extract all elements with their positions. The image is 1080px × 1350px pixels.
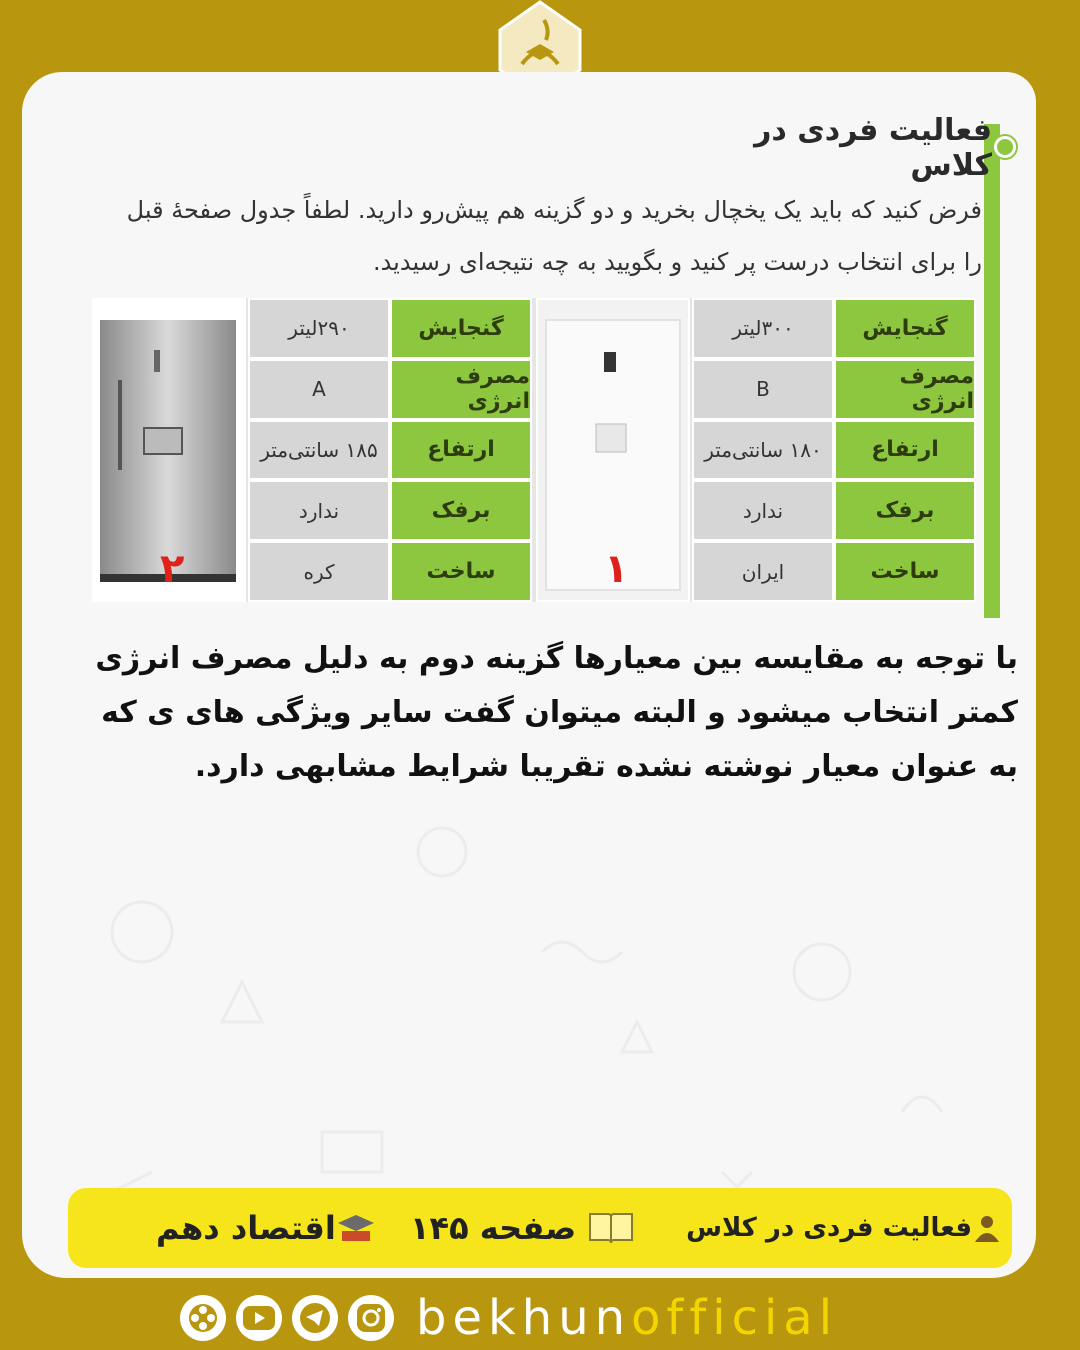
fridge-comparison-table (92, 298, 976, 602)
fridge-1-label-energy: مصرف انرژی (836, 361, 974, 418)
fridge-1-value-energy: B (694, 361, 832, 418)
footer-subject (156, 1188, 376, 1268)
footer-page (410, 1188, 636, 1268)
fridge-2-label-made-in: ساخت (392, 543, 530, 600)
book-heading-text: فعالیت فردی در کلاس (754, 113, 992, 183)
content-card (22, 72, 1036, 1278)
footer-bar (68, 1188, 1012, 1268)
fridge-2-table (248, 298, 532, 602)
fridge-2-value-height: ۱۸۵ سانتی‌متر (250, 422, 388, 479)
fridge-2-label-capacity: گنجایش (392, 300, 530, 357)
answer-text (62, 632, 1018, 794)
fridge-1-number: ۱ (604, 546, 629, 592)
book-icon (586, 1210, 636, 1246)
book-green-bar (984, 124, 1000, 618)
heading-bullet-icon (994, 136, 1016, 158)
book-heading (702, 113, 992, 183)
fridge-1-value-height: ۱۸۰ سانتی‌متر (694, 422, 832, 479)
fridge-1-label-made-in: ساخت (836, 543, 974, 600)
intro-line-1: فرض کنید که باید یک یخچال بخرید و دو گزینه هم پیش‌رو دارید. لطفاً جدول صفحهٔ قبل (126, 196, 982, 224)
instagram-icon[interactable] (348, 1295, 394, 1341)
fridge-2-label-energy: مصرف انرژی (392, 361, 530, 418)
fridge-1-value-frost: ندارد (694, 482, 832, 539)
fridge-1-label-height: ارتفاع (836, 422, 974, 479)
fridge-1-photo (536, 298, 690, 602)
fridge-1-label-capacity: گنجایش (836, 300, 974, 357)
book-intro (82, 184, 982, 288)
aparat-icon[interactable] (180, 1295, 226, 1341)
fridge-1-value-capacity: ۳۰۰لیتر (694, 300, 832, 357)
intro-line-2: را برای انتخاب درست پر کنید و بگویید به چه نتیجه‌ای رسیدید. (372, 248, 982, 276)
fridge-1-value-made-in: ایران (694, 543, 832, 600)
fridge-2-value-made-in: کره (250, 543, 388, 600)
footer-activity (686, 1188, 1002, 1268)
footer-page-text: صفحه ۱۴۵ (410, 1209, 577, 1247)
footer-activity-text: فعالیت فردی در کلاس (686, 1213, 972, 1243)
fridge-2-value-frost: ندارد (250, 482, 388, 539)
fridge-2-label-frost: برفک (392, 482, 530, 539)
fridge-2-value-energy: A (250, 361, 388, 418)
fridge-1-table (692, 298, 976, 602)
brand-part-1: bekhun (416, 1290, 632, 1346)
brand-part-2: official (631, 1290, 839, 1346)
fridge-2-label-height: ارتفاع (392, 422, 530, 479)
person-icon (972, 1213, 1002, 1243)
brand-wordmark (416, 1290, 838, 1346)
answer-line-2: کمتر انتخاب میشود و البته میتوان گفت سایر ویژگی های ی که (101, 695, 1018, 730)
fridge-2-number: ۲ (160, 546, 185, 592)
youtube-icon[interactable] (236, 1295, 282, 1341)
graduation-cap-icon (336, 1211, 376, 1245)
answer-line-1: با توجه به مقایسه بین معیارها گزینه دوم به دلیل مصرف انرژی (95, 641, 1018, 676)
fridge-2-photo (92, 298, 246, 602)
telegram-icon[interactable] (292, 1295, 338, 1341)
fridge-1-label-frost: برفک (836, 482, 974, 539)
fridge-2-value-capacity: ۲۹۰لیتر (250, 300, 388, 357)
social-bar (180, 1288, 838, 1348)
footer-subject-text: اقتصاد دهم (156, 1209, 336, 1247)
answer-line-3: به عنوان معیار نوشته نشده تقریبا شرایط مشابهی دارد. (194, 749, 1018, 784)
